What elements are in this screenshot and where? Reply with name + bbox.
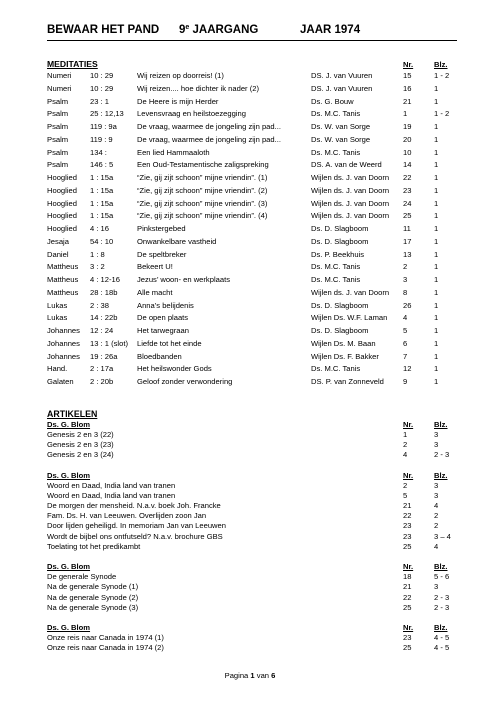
artikel-title: De generale Synode [47,572,117,582]
nr-column-header: Nr. [403,60,414,69]
meditatie-row [47,312,457,325]
issue-number: 14 [403,160,412,170]
issue-number: 25 [403,211,412,221]
page-number: 1 [434,364,439,374]
meditatie-row [47,236,457,249]
meditatie-row [47,70,457,83]
artikel-title: Wordt de bijbel ons ontfutseld? N.a.v. brochure GBS [47,531,223,541]
issue-number: 23 [403,185,412,195]
nr-column-header: Nr. [403,562,414,571]
bible-book: Hooglied [47,211,77,221]
issue-number: 4 [403,313,408,323]
artikel-row [47,491,457,501]
meditatie-row [47,351,457,364]
meditatie-author: Ds. M.C. Tanis [311,275,361,284]
meditatie-title: De open plaats [137,313,189,323]
bible-reference: 1 : 15a [90,211,114,221]
page-number: 1 [434,351,439,361]
bible-reference: 14 : 22b [90,313,118,323]
issue-number: 15 [403,71,412,80]
nr-column-header: Nr. [403,622,414,632]
bible-reference: 1 : 15a [90,173,114,182]
bible-book: Mattheus [47,275,79,284]
page-number: 5 - 6 [434,572,450,582]
issue-number: 20 [403,134,412,144]
meditatie-author: Wijlen ds. J. van Doorn [311,185,390,195]
issue-number: 22 [403,511,412,521]
meditatie-row [47,223,457,236]
artikel-row [47,633,457,643]
artikel-group [47,562,457,613]
issue-number: 18 [403,572,412,582]
page-footer [0,671,500,680]
page-number: 2 [434,521,439,531]
bible-book: Lukas [47,313,68,323]
bible-book: Daniel [47,249,69,259]
issue-number: 21 [403,96,412,106]
volume-number: 9 [179,24,186,36]
meditatie-author: Wijlen ds. J. van Doorn [311,287,390,297]
issue-number: 1 [403,109,408,119]
bible-book: Johannes [47,338,80,348]
artikel-row [47,582,457,592]
meditatie-title: Levensvraag en heilstoezegging [137,109,246,119]
meditatie-row [47,147,457,160]
artikel-title: Na de generale Synode (2) [47,592,139,602]
issue-number: 25 [403,541,412,551]
issue-number: 1 [403,429,408,439]
bible-book: Johannes [47,326,80,335]
meditatie-author: Ds. P. Beekhuis [311,249,365,259]
meditatie-title: De speltbreker [137,249,187,259]
bible-book: Galaten [47,377,74,386]
document-page [47,24,457,654]
artikel-title: Toelating tot het predikambt [47,541,141,551]
meditatie-author: DS. J. van Vuuren [311,83,373,93]
publication-title: BEWAAR HET PAND [47,24,160,36]
artikel-title: Genesis 2 en 3 (22) [47,429,114,439]
page-number: 1 [434,198,439,208]
footer-prefix: Pagina [224,671,249,680]
page-number: 3 [434,582,439,592]
artikel-title: Fam. Ds. H. van Leeuwen. Overlijden zoon Jan [47,511,207,521]
meditatie-row [47,210,457,223]
issue-number: 22 [403,592,412,602]
page-number: 1 [434,147,439,157]
issue-number: 25 [403,602,412,612]
issue-number: 23 [403,521,412,531]
bible-reference: 54 : 10 [90,236,114,246]
meditatie-row [47,83,457,96]
meditatie-row [47,287,457,300]
document-header [47,24,457,41]
bible-reference: 12 : 24 [90,326,114,335]
artikel-title: Genesis 2 en 3 (23) [47,440,114,450]
meditatie-title: Jezus’ woon- en werkplaats [137,275,230,284]
issue-number: 5 [403,326,408,335]
bible-book: Psalm [47,147,69,157]
meditatie-author: Ds. M.C. Tanis [311,109,361,119]
issue-number: 4 [403,450,408,460]
page-number: 3 [434,429,439,439]
meditatie-row [47,159,457,172]
artikel-row [47,450,457,460]
meditatie-author: Ds. M.C. Tanis [311,147,361,157]
meditatie-author: Ds. D. Slagboom [311,236,369,246]
issue-number: 3 [403,275,408,284]
page-number: 1 [434,249,439,259]
meditatie-row [47,261,457,274]
page-number: 4 [434,501,439,511]
meditatie-author: Wijlen ds. J. van Doorn [311,211,390,221]
meditatie-title: Een Oud-Testamentische zaligspreking [137,160,269,170]
meditatie-author: Ds. G. Bouw [311,96,354,106]
bible-reference: 28 : 18b [90,287,118,297]
bible-book: Hooglied [47,173,77,182]
issue-number: 23 [403,633,412,643]
meditatie-row [47,274,457,287]
blz-column-header: Blz. [434,60,448,69]
meditatie-author: Wijlen Ds. F. Bakker [311,351,379,361]
page-number: 3 [434,480,439,490]
meditatie-row [47,338,457,351]
meditatie-title: Onwankelbare vastheid [137,236,217,246]
page-number: 1 [434,122,439,131]
artikel-author: Ds. G. Blom [47,419,91,429]
volume-word: JAARGANG [192,24,259,36]
artikel-row [47,643,457,653]
meditatie-title: Het tarwegraan [137,326,189,335]
bible-book: Hooglied [47,198,77,208]
meditaties-title: MEDITATIES [47,59,98,69]
bible-reference: 2 : 38 [90,300,109,310]
meditatie-row [47,300,457,313]
issue-number: 19 [403,122,412,131]
artikel-author: Ds. G. Blom [47,622,91,632]
issue-number: 21 [403,501,412,511]
meditatie-author: DS. J. van Vuuren [311,71,373,80]
bible-book: Mattheus [47,287,79,297]
page-number: 1 [434,96,439,106]
page-number: 1 [434,300,439,310]
meditatie-row [47,363,457,376]
artikel-group-header [47,623,457,633]
issue-number: 10 [403,147,412,157]
issue-number: 12 [403,364,412,374]
meditatie-row [47,249,457,262]
meditatie-title: Wij reizen.... hoe dichter ik nader (2) [137,83,259,93]
issue-number: 5 [403,490,408,500]
page-number: 1 [434,236,439,246]
artikel-row [47,501,457,511]
meditatie-title: Liefde tot het einde [137,338,202,348]
artikel-author: Ds. G. Blom [47,562,91,571]
meditatie-row [47,325,457,338]
bible-book: Numeri [47,83,72,93]
bible-reference: 10 : 29 [90,83,114,93]
bible-reference: 146 : 5 [90,160,114,170]
bible-book: Jesaja [47,236,69,246]
bible-reference: 119 : 9 [90,134,113,144]
page-number: 1 - 2 [434,109,450,119]
bible-reference: 25 : 12,13 [90,109,124,119]
page-number: 1 [434,275,439,284]
page-number: 1 [434,224,439,233]
year-label: JAAR 1974 [300,24,361,36]
bible-reference: 3 : 2 [90,262,105,272]
artikel-title: De morgen der mensheid. N.a.v. boek Joh. Francke [47,501,221,511]
meditatie-title: “Zie, gij zijt schoon” mijne vriendin”. (4) [137,211,268,221]
page-number: 1 [434,134,439,144]
meditatie-title: Geloof zonder verwondering [137,377,233,386]
bible-reference: 1 : 8 [90,249,105,259]
meditatie-title: De Heere is mijn Herder [137,96,219,106]
meditatie-author: Ds. W. van Sorge [311,122,371,131]
blz-column-header: Blz. [434,622,448,632]
meditatie-title: Alle macht [137,287,173,297]
issue-number: 2 [403,480,408,490]
artikel-title: Genesis 2 en 3 (24) [47,450,114,460]
issue-number: 21 [403,582,412,592]
page-number: 3 [434,440,439,450]
meditatie-author: Wijlen Ds. M. Baan [311,338,376,348]
page-number: 4 - 5 [434,643,450,653]
page-number: 1 [434,313,439,323]
volume-label [179,24,258,36]
page-number: 3 – 4 [434,531,451,541]
meditatie-author: DS. P. van Zonneveld [311,377,384,386]
volume-suffix: e [185,24,190,31]
issue-number: 13 [403,249,412,259]
artikelen-section [47,409,457,654]
footer-total-pages: 6 [271,671,276,680]
bible-reference: 119 : 9a [90,122,117,131]
artikel-title: Na de generale Synode (3) [47,602,139,612]
artikel-row [47,572,457,582]
issue-number: 9 [403,377,408,386]
meditatie-row [47,376,457,389]
page-number: 1 [434,338,439,348]
issue-number: 17 [403,236,412,246]
bible-reference: 134 : [90,147,107,157]
meditatie-title: “Zie, gij zijt schoon” mijne vriendin”. (1) [137,173,268,182]
artikel-group-header [47,471,457,481]
artikel-row [47,542,457,552]
page-number: 1 [434,160,439,170]
page-number: 1 [434,287,439,297]
artikel-row [47,532,457,542]
meditatie-author: Ds. W. van Sorge [311,134,371,144]
meditatie-title: Wij reizen op doorreis! (1) [137,71,224,80]
bible-book: Hooglied [47,224,77,233]
issue-number: 6 [403,338,408,348]
artikel-title: Woord en Daad, India land van tranen [47,490,176,500]
footer-page-number: 1 [250,671,255,680]
page-number: 1 [434,326,439,335]
artikel-row [47,511,457,521]
bible-book: Johannes [47,351,80,361]
issue-number: 16 [403,83,412,93]
bible-reference: 4 : 16 [90,224,109,233]
artikel-title: Onze reis naar Canada in 1974 (1) [47,633,164,643]
artikel-group [47,420,457,461]
meditatie-author: Wijlen Ds. W.F. Laman [311,313,388,323]
artikel-title: Na de generale Synode (1) [47,582,139,592]
issue-number: 23 [403,531,412,541]
bible-book: Psalm [47,160,69,170]
artikel-group-header [47,562,457,572]
meditatie-title: “Zie, gij zijt schoon” mijne vriendin”. (3) [137,198,268,208]
meditatie-author: Wijlen ds. J. van Doorn [311,173,390,182]
issue-number: 26 [403,300,412,310]
artikel-row [47,440,457,450]
meditatie-row [47,185,457,198]
meditaties-header-row [47,59,457,70]
meditatie-title: Anna’s belijdenis [137,300,194,310]
artikel-row [47,430,457,440]
bible-book: Hand. [47,364,68,374]
bible-reference: 23 : 1 [90,96,109,106]
issue-number: 24 [403,198,412,208]
meditatie-author: Ds. M.C. Tanis [311,364,361,374]
artikel-group-header [47,420,457,430]
blz-column-header: Blz. [434,562,448,571]
artikel-title: Door lijden geheiligd. In memoriam Jan van Leeuwen [47,521,226,531]
page-number: 1 [434,83,439,93]
meditatie-row [47,198,457,211]
artikel-row [47,521,457,531]
artikel-title: Woord en Daad, India land van tranen [47,480,176,490]
artikel-row [47,481,457,491]
bible-book: Lukas [47,300,68,310]
artikel-row [47,603,457,613]
blz-column-header: Blz. [434,470,448,480]
bible-book: Psalm [47,96,69,106]
meditatie-title: Een lied Hammaaloth [137,147,210,157]
page-number: 4 [434,541,439,551]
meditaties-section [47,59,457,389]
meditatie-author: Wijlen ds. J. van Doorn [311,198,390,208]
page-number: 2 - 3 [434,592,450,602]
issue-number: 2 [403,262,408,272]
meditatie-title: Bloedbanden [137,351,182,361]
meditatie-title: De vraag, waarmee de jongeling zijn pad... [137,134,281,144]
page-number: 2 - 3 [434,602,450,612]
bible-book: Psalm [47,109,69,119]
artikel-group [47,471,457,553]
page-number: 1 [434,185,439,195]
issue-number: 25 [403,643,412,653]
artikel-row [47,593,457,603]
bible-reference: 1 : 15a [90,198,114,208]
bible-book: Hooglied [47,185,77,195]
footer-mid: van [256,671,270,680]
page-number: 1 [434,211,439,221]
page-number: 1 [434,262,439,272]
page-number: 1 [434,173,439,182]
page-number: 3 [434,490,439,500]
page-number: 2 - 3 [434,450,450,460]
meditatie-author: Ds. D. Slagboom [311,300,369,310]
meditatie-row [47,96,457,109]
meditatie-title: Bekeert U! [137,262,173,272]
bible-reference: 19 : 26a [90,351,118,361]
meditatie-title: Het heilswonder Gods [137,364,212,374]
page-number: 1 [434,377,439,386]
bible-reference: 4 : 12-16 [90,275,120,284]
artikel-title: Onze reis naar Canada in 1974 (2) [47,643,164,653]
meditatie-row [47,108,457,121]
meditatie-row [47,134,457,147]
bible-reference: 2 : 20b [90,377,114,386]
nr-column-header: Nr. [403,470,414,480]
page-number: 2 [434,511,439,521]
meditatie-row [47,121,457,134]
bible-book: Psalm [47,122,69,131]
bible-reference: 13 : 1 (slot) [90,338,128,348]
issue-number: 11 [403,224,411,233]
meditatie-author: DS. A. van de Weerd [311,160,382,170]
blz-column-header: Blz. [434,419,448,429]
page-number: 4 - 5 [434,633,450,643]
bible-book: Numeri [47,71,72,80]
issue-number: 2 [403,440,408,450]
bible-reference: 2 : 17a [90,364,114,374]
artikel-group [47,623,457,654]
bible-reference: 1 : 15a [90,185,114,195]
nr-column-header: Nr. [403,419,414,429]
meditatie-title: Pinkstergebed [137,224,186,233]
issue-number: 22 [403,173,412,182]
bible-book: Mattheus [47,262,79,272]
meditatie-row [47,172,457,185]
artikelen-title: ARTIKELEN [47,408,98,419]
meditatie-title: De vraag, waarmee de jongeling zijn pad... [137,122,281,131]
meditatie-title: “Zie, gij zijt schoon” mijne vriendin”. (2) [137,185,268,195]
page-number: 1 - 2 [434,71,450,80]
meditatie-author: Ds. D. Slagboom [311,326,369,335]
bible-book: Psalm [47,134,69,144]
issue-number: 8 [403,287,408,297]
artikel-author: Ds. G. Blom [47,470,91,480]
meditatie-author: Ds. M.C. Tanis [311,262,361,272]
bible-reference: 10 : 29 [90,71,114,80]
issue-number: 7 [403,351,408,361]
meditatie-author: Ds. D. Slagboom [311,224,369,233]
